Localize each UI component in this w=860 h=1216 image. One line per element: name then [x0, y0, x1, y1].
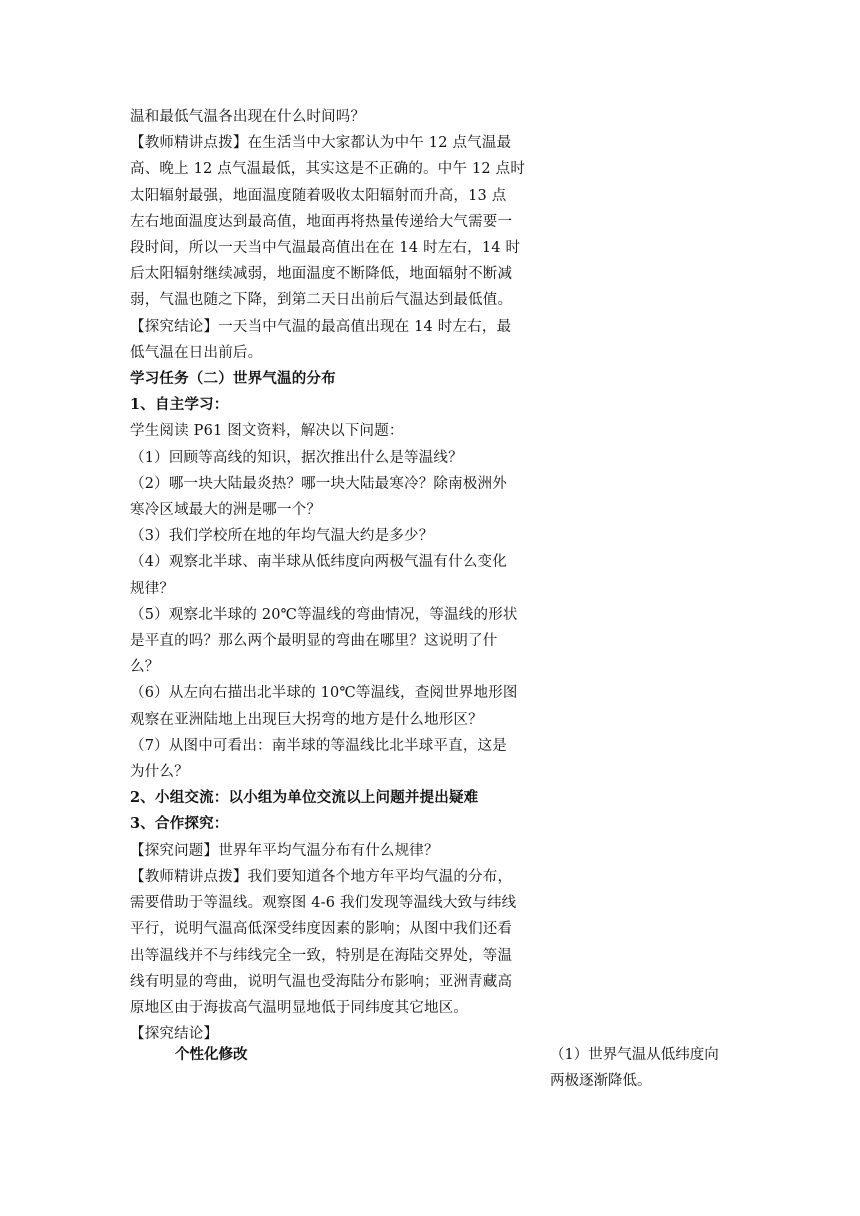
text-line: 线有明显的弯曲，说明气温也受海陆分布影响；亚洲青藏高 [130, 973, 513, 990]
text-line: 低气温在日出前后。 [130, 344, 263, 361]
text-line: 需要借助于等温线。观察图 4-6 我们发现等温线大致与纬线 [130, 895, 517, 912]
section-heading: 学习任务（二）世界气温的分布 [130, 370, 336, 388]
section-heading: 3、合作探究： [130, 815, 229, 833]
text-line: 是平直的吗？那么两个最明显的弯曲在哪里？这说明了什 [130, 633, 498, 650]
text-line: 观察在亚洲陆地上出现巨大拐弯的地方是什么地形区？ [130, 711, 483, 728]
text-line: （1）回顾等高线的知识，据次推出什么是等温线？ [130, 449, 463, 466]
side-note [550, 1042, 750, 1094]
text-line: 后太阳辐射继续减弱，地面温度不断降低，地面辐射不断减 [130, 266, 513, 283]
text-line: 【探究结论】一天当中气温的最高值出现在 14 时左右，最 [130, 318, 512, 335]
text-line: 原地区由于海拔高气温明显地低于同纬度其它地区。 [130, 999, 469, 1016]
text-line: （5）观察北半球的 20℃等温线的弯曲情况，等温线的形状 [130, 606, 518, 623]
text-line: 【教师精讲点拨】在生活当中大家都认为中午 12 点气温最 [130, 135, 512, 152]
text-line: 为什么？ [130, 764, 189, 781]
text-line: 寒冷区域最大的洲是哪一个？ [130, 502, 322, 519]
text-line: （2）哪一块大陆最炎热？哪一块大陆最寒冷？除南极洲外 [130, 475, 507, 492]
section-heading: 1、自主学习： [130, 396, 229, 414]
text-line: （3）我们学校所在地的年均气温大约是多少？ [130, 528, 434, 545]
text-line: 【教师精讲点拨】我们要知道各个地方年平均气温的分布， [130, 868, 513, 885]
personalized-edit-heading: 个性化修改 [175, 1046, 248, 1063]
text-line: 【探究结论】 [130, 1026, 219, 1043]
side-note-line: （1）世界气温从低纬度向 [550, 1047, 719, 1063]
text-line: 太阳辐射最强，地面温度随着吸收太阳辐射而升高，13 点 [130, 187, 507, 204]
text-line: 段时间，所以一天当中气温最高值出在在 14 时左右，14 时 [130, 240, 521, 257]
main-text-column [130, 104, 530, 1047]
text-line: 温和最低气温各出现在什么时间吗？ [130, 109, 366, 125]
text-line: 【探究问题】世界年平均气温分布有什么规律？ [130, 842, 439, 859]
section-heading: 2、小组交流：以小组为单位交流以上问题并提出疑难 [130, 789, 479, 807]
text-line: （4）观察北半球、南半球从低纬度向两极气温有什么变化 [130, 554, 507, 571]
text-line: （6）从左向右描出北半球的 10℃等温线，查阅世界地形图 [130, 685, 518, 702]
text-line: 弱，气温也随之下降，到第二天日出前后气温达到最低值。 [130, 292, 513, 309]
side-note-line: 两极逐渐降低。 [550, 1073, 652, 1090]
text-line: 高、晚上 12 点气温最低，其实这是不正确的。中午 12 点时 [130, 161, 526, 178]
text-line: 平行，说明气温高低深受纬度因素的影响；从图中我们还看 [130, 921, 513, 938]
text-line: 规律？ [130, 580, 175, 597]
text-line: 出等温线并不与纬线完全一致，特别是在海陆交界处，等温 [130, 947, 513, 964]
text-line: 学生阅读 P61 图文资料，解决以下问题： [130, 423, 404, 440]
text-line: （7）从图中可看出：南半球的等温线比北半球平直，这是 [130, 737, 507, 754]
text-line: 左右地面温度达到最高值，地面再将热量传递给大气需要一 [130, 213, 513, 230]
text-line: 么？ [130, 659, 160, 676]
